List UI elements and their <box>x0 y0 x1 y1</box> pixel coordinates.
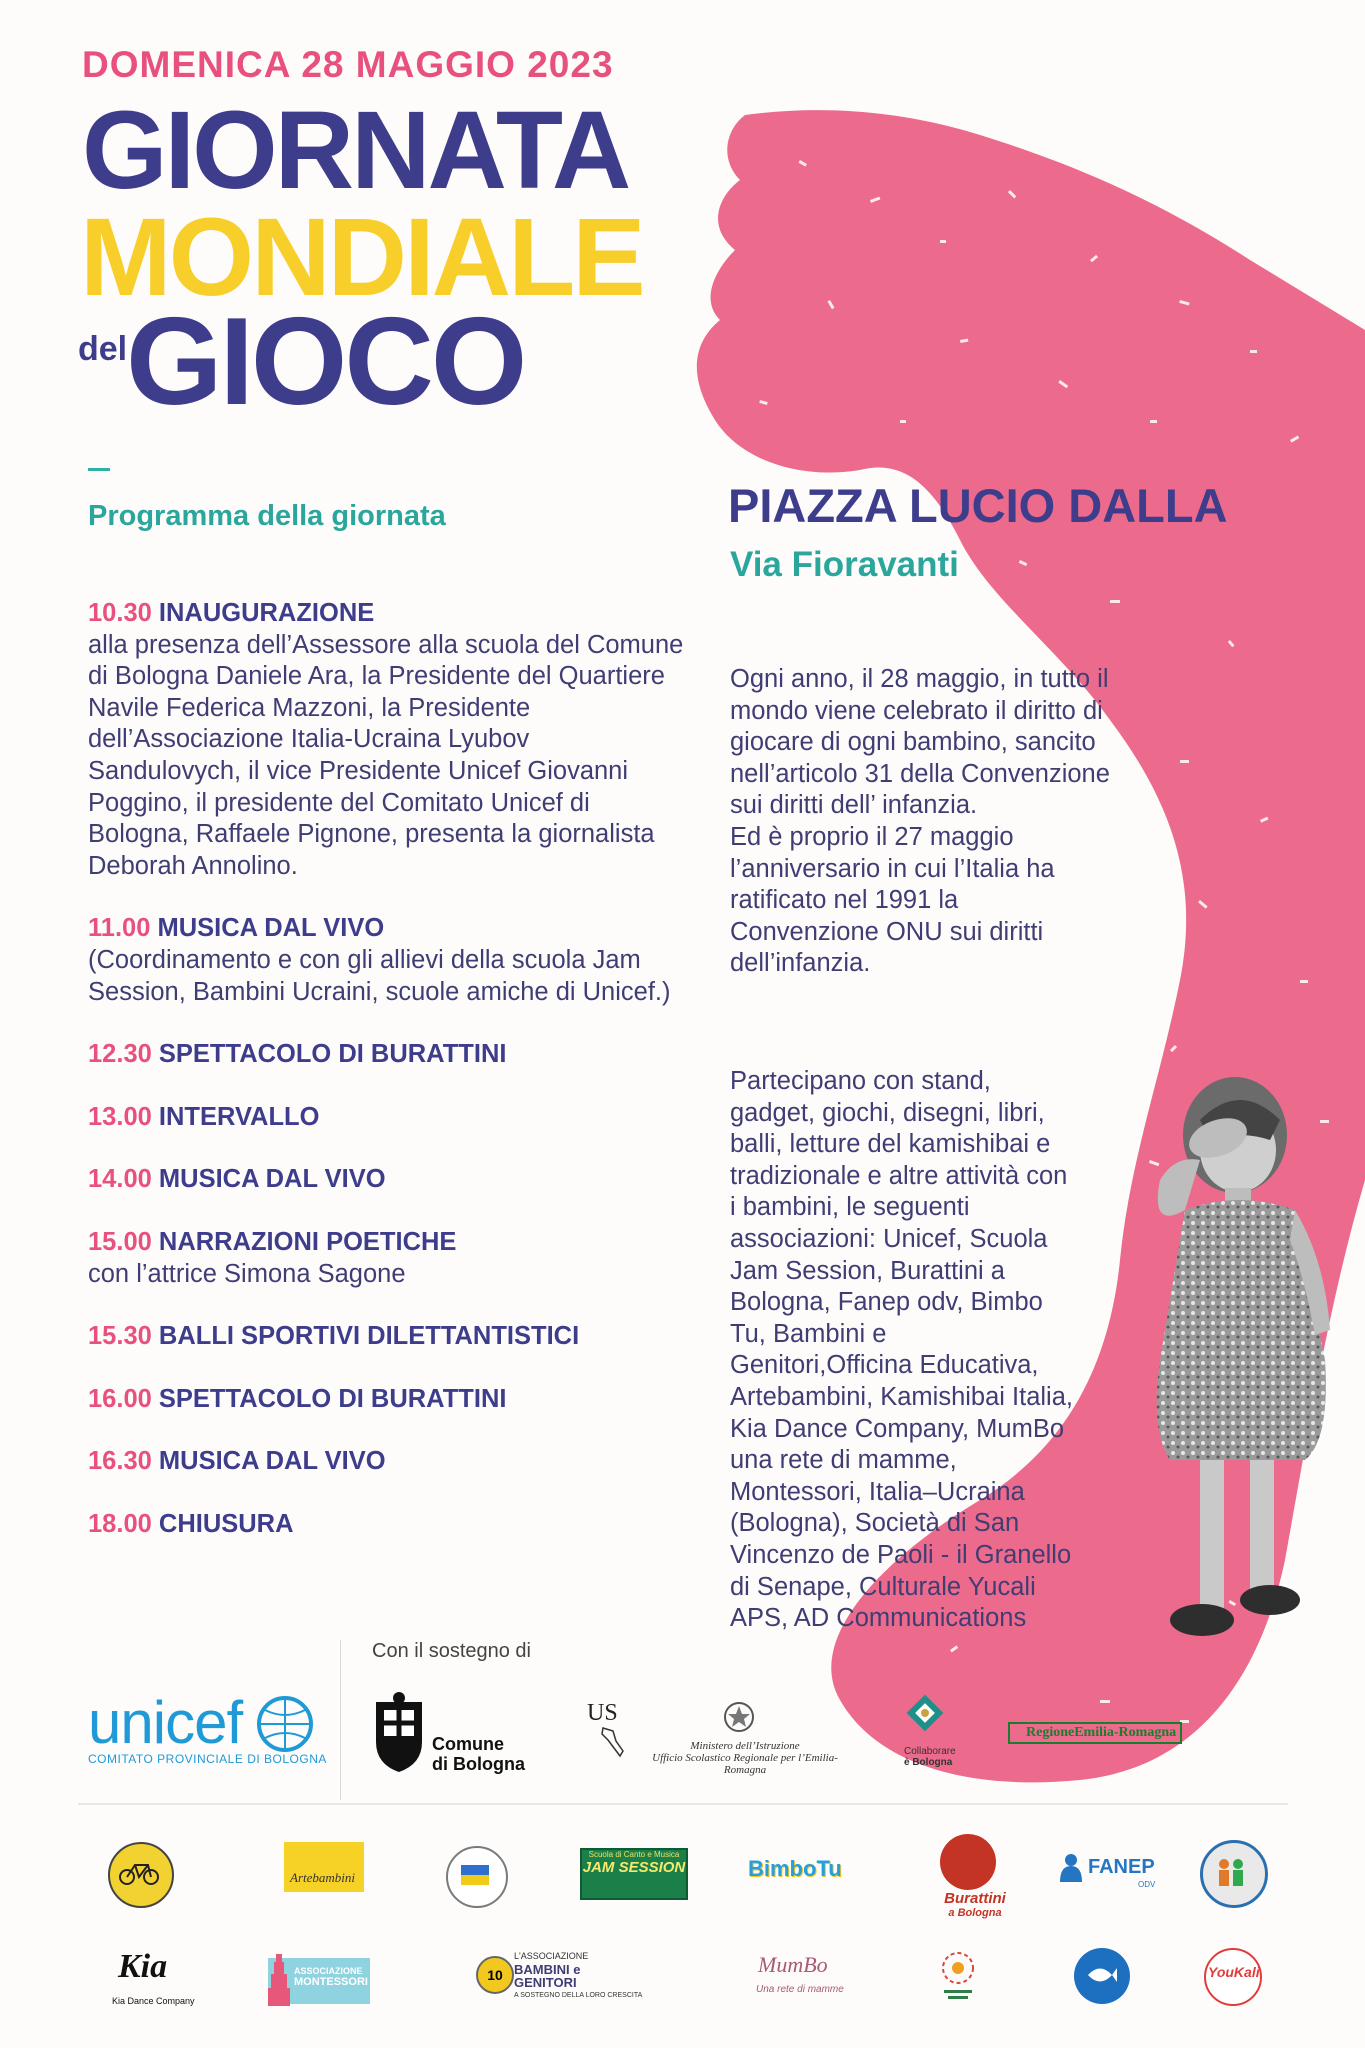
footer-divider <box>78 1803 1288 1805</box>
bg-anniversary-badge: 10 <box>476 1956 514 1994</box>
title-gioco: GIOCO <box>126 293 525 431</box>
fish-icon <box>1086 1962 1118 1988</box>
collaborare-icon <box>904 1692 946 1734</box>
schedule-item: 15.00 NARRAZIONI POETICHE con l’attrice Simona Sagone <box>88 1227 457 1288</box>
schedule-item: 14.00 MUSICA DAL VIVO <box>88 1165 386 1194</box>
title-giornata: GIORNATA <box>82 89 629 212</box>
republic-emblem-icon <box>722 1700 756 1734</box>
schedule-item: 15.30 BALLI SPORTIVI DILETTANTISTICI <box>88 1322 580 1351</box>
sponsor-divider <box>340 1640 341 1800</box>
kia-logo: Kia <box>118 1948 168 1985</box>
schedule <box>88 598 688 1571</box>
regione-logo: RegioneEmilia-Romagna <box>1008 1722 1182 1744</box>
schedule-item: 11.00 MUSICA DAL VIVO (Coordinamento e con gli allievi della scuola Jam Session, Bambini Ucraini, scuole amiche di Unicef.) <box>88 914 671 1006</box>
mumbo-sub: Una rete di mamme <box>756 1984 844 1995</box>
us-logo: US <box>587 1700 618 1726</box>
schedule-item: 16.30 MUSICA DAL VIVO <box>88 1447 386 1476</box>
fanep-sub: ODV <box>1138 1880 1156 1889</box>
globe-icon <box>255 1694 315 1754</box>
info-paragraph-2: Partecipano con stand, gadget, giochi, disegni, libri, balli, letture del kamishibai e tradizionale e altre attività con i bambini, le seguenti associazioni: Unicef, Scuola Jam Session, Burattini a Bologna, Fanep odv, Bimbo Tu, Bambini e Genitori,Officina Educativa, Artebambini, Kamishibai Italia, Kia Dance Company, MumBo una rete di mamme, Montessori, Italia–Ucraina (Bologna), Società di San Vincenzo de Paoli - il Granello di Senape, Culturale Yucali APS, AD Communications <box>730 1067 1073 1633</box>
montessori-tower-icon <box>264 1952 294 2008</box>
comune-logo: Comune di Bologna <box>432 1734 525 1774</box>
info-paragraph-1: Ogni anno, il 28 maggio, in tutto il mondo viene celebrato il diritto di giocare di ogni bambino, sancito nell’articolo 31 della Convenzione sui diritti dell’ infanzia. Ed è proprio il 27 maggio l’anniversario in cui l’Italia ha ratificato nel 1991 la Convenzione ONU sui diritti dell’infanzia. <box>730 665 1110 978</box>
schedule-item: 18.00 CHIUSURA <box>88 1509 294 1538</box>
officina-educativa-logo <box>936 1948 980 2004</box>
sponsors-label: Con il sostegno di <box>372 1640 531 1662</box>
schedule-item: 12.30 SPETTACOLO DI BURATTINI <box>88 1040 507 1069</box>
mumbo-logo: MumBo <box>758 1952 828 1977</box>
collaborare-logo: Collaborare è Bologna <box>904 1746 956 1768</box>
artebambini-label: Artebambini <box>290 1870 355 1885</box>
divider-dash <box>88 468 110 471</box>
bambini-genitori-logo: L'ASSOCIAZIONE BAMBINI e GENITORI A SOSTEGNO DELLA LORO CRESCITA <box>514 1951 643 1999</box>
schedule-item: 16.00 SPETTACOLO DI BURATTINI <box>88 1384 507 1413</box>
schedule-item: 10.30 INAUGURAZIONE alla presenza dell’Assessore alla scuola del Comune di Bologna Daniele Ara, la Presidente del Quartiere Navile Federica Mazzoni, la Presidente dell’Associazione Italia-Ucraina Lyubov Sandulovych, il vice Presidente Unicef Giovanni Poggino, il presidente del Comitato Unicef di Bologna, Raffaele Pignone, presenta la giornalista Deborah Annolino. <box>88 599 684 880</box>
title-del: del <box>78 330 128 368</box>
title-mondiale: MONDIALE <box>80 196 643 319</box>
italy-map-icon <box>598 1726 628 1766</box>
unicef-subtitle: COMITATO PROVINCIALE DI BOLOGNA <box>88 1752 327 1766</box>
fanep-logo: FANEP <box>1088 1856 1155 1878</box>
location-place: PIAZZA LUCIO DALLA <box>728 479 1228 532</box>
fanep-icon <box>1058 1852 1084 1884</box>
ministero-logo: Ministero dell’Istruzione Ufficio Scolastico Regionale per l’Emilia-Romagna <box>652 1740 838 1776</box>
bicycle-icon <box>118 1860 160 1886</box>
montessori-logo: ASSOCIAZIONE MONTESSORI <box>268 1958 370 2004</box>
youkali-logo: YouKali <box>1208 1964 1260 1980</box>
ucraina-flag-icon <box>459 1859 491 1891</box>
schedule-item: 13.00 INTERVALLO <box>88 1102 320 1131</box>
kia-sub: Kia Dance Company <box>112 1996 195 2006</box>
bimbotu-logo: BimboTu <box>748 1856 842 1881</box>
event-date: DOMENICA 28 MAGGIO 2023 <box>82 44 614 85</box>
child-photo <box>1130 1060 1350 1680</box>
burattini-icon <box>940 1834 996 1890</box>
burattini-logo: Burattini a Bologna <box>944 1890 1006 1919</box>
jam-session-logo: Scuola di Canto e Musica JAM SESSION <box>580 1848 688 1900</box>
location-street: Via Fioravanti <box>730 545 959 584</box>
comune-crest-icon <box>372 1692 426 1774</box>
program-heading: Programma della giornata <box>88 500 446 532</box>
unicef-logo: unicef <box>88 1689 243 1756</box>
children-icon <box>1212 1854 1250 1890</box>
